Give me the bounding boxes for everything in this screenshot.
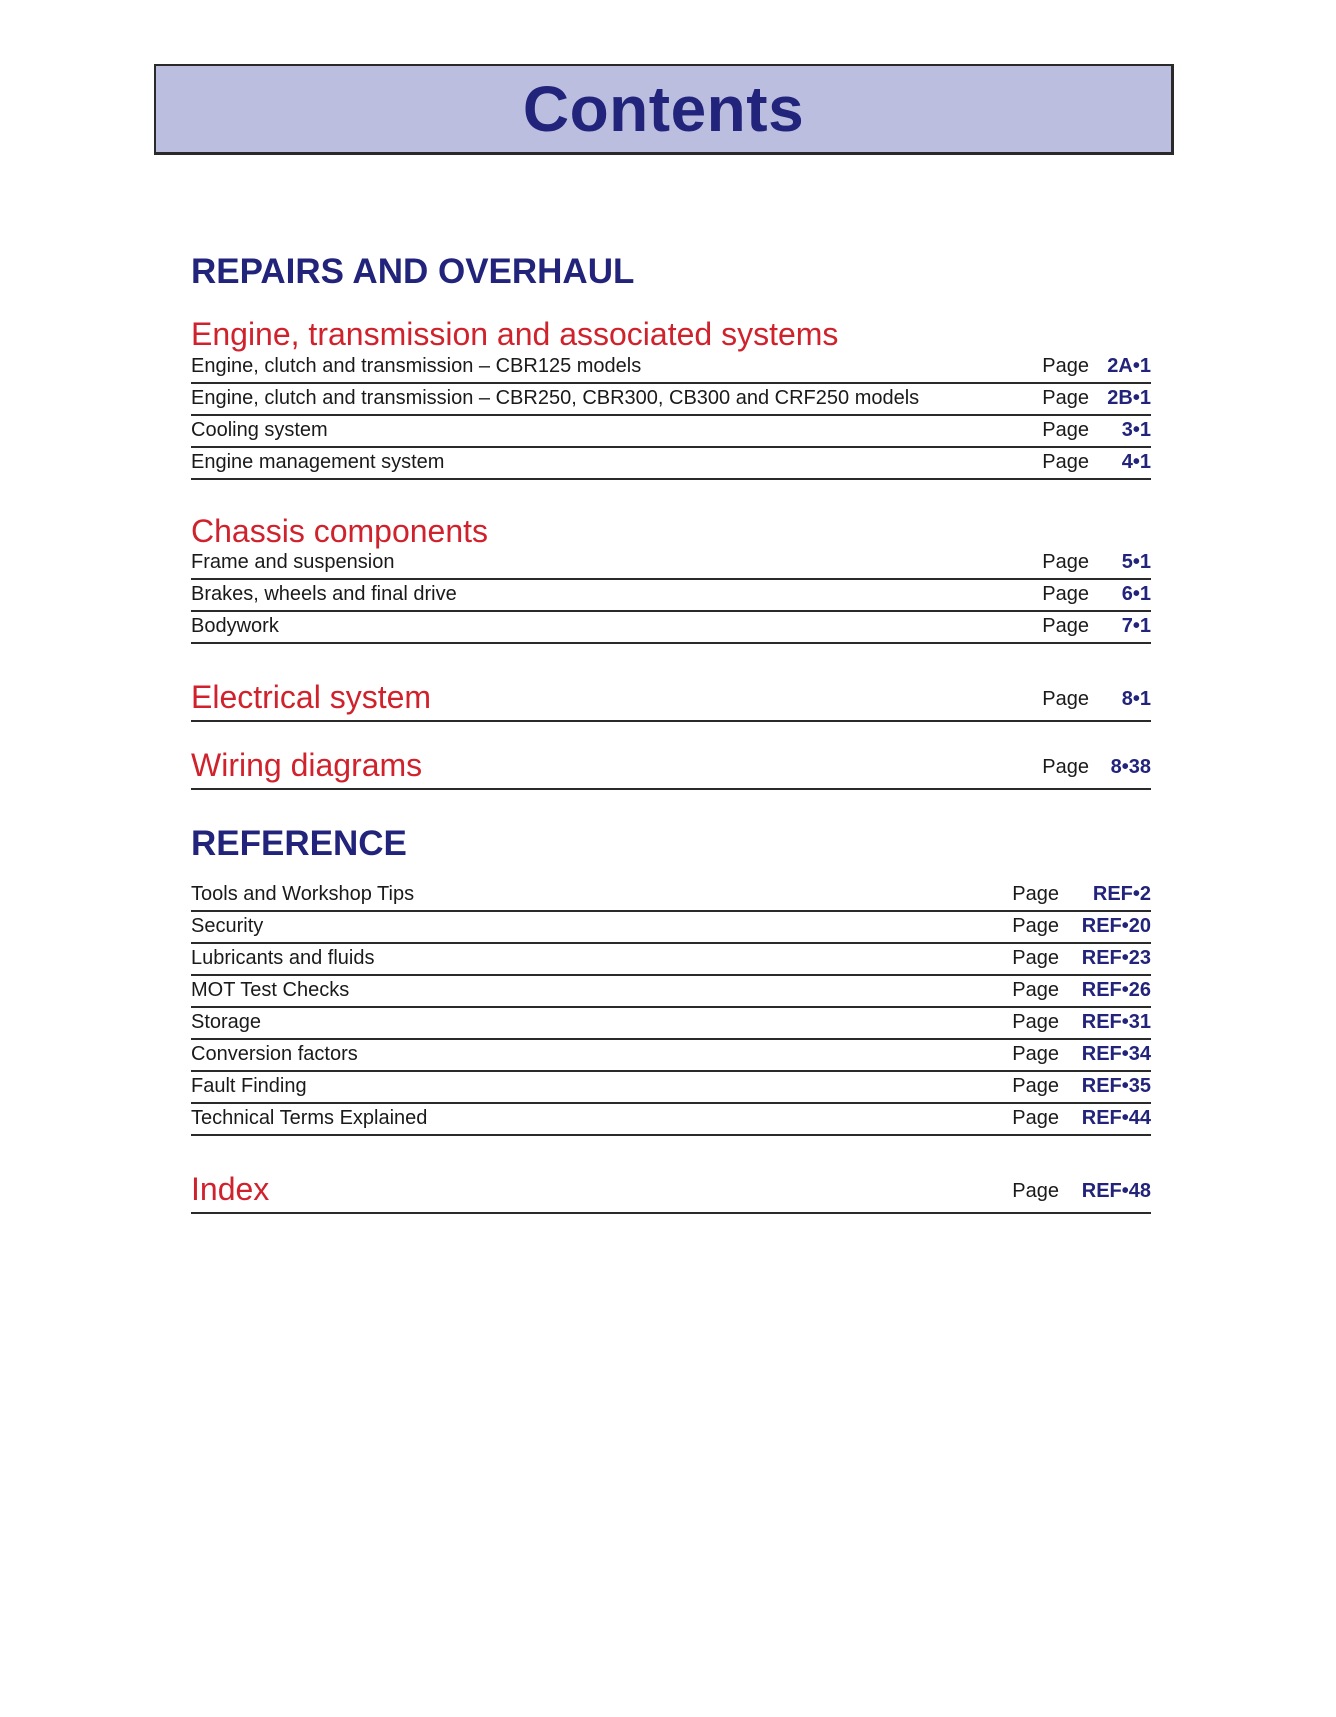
toc-row[interactable] [191,612,1151,644]
page-word: Page [1012,915,1059,937]
reference-heading: REFERENCE [191,824,407,863]
page-title: Contents [522,73,805,145]
toc-row[interactable] [191,416,1151,448]
toc-entry-label: Lubricants and fluids [191,947,375,969]
page-word: Page [1042,756,1089,778]
toc-row-electrical[interactable] [191,676,1151,722]
page-word: Page [1042,583,1089,605]
page-word: Page [1042,355,1089,377]
page-word: Page [1042,387,1089,409]
page-word: Page [1012,947,1059,969]
page-word: Page [1012,1043,1059,1065]
page-number[interactable]: 3•1 [1121,419,1151,441]
toc-entry-label: Engine, clutch and transmission – CBR250, CBR300, CB300 and CRF250 models [191,387,920,409]
page-number[interactable]: REF•31 [1081,1011,1151,1033]
toc-row[interactable] [191,580,1151,612]
page-word: Page [1042,451,1089,473]
toc-entry-label: Fault Finding [191,1075,307,1097]
toc-entry-label: Brakes, wheels and final drive [191,583,457,605]
wiring-group-heading: Wiring diagrams [191,747,423,783]
toc-row-wiring[interactable] [191,744,1151,790]
engine-group-heading: Engine, transmission and associated systems [191,316,839,352]
page-number[interactable]: REF•48 [1081,1180,1151,1202]
toc-row[interactable] [191,548,1151,580]
title-banner [154,64,1174,155]
toc-entry-label: Tools and Workshop Tips [191,883,415,905]
page-word: Page [1012,1011,1059,1033]
page-number[interactable]: REF•2 [1092,883,1151,905]
page-number[interactable]: REF•34 [1081,1043,1151,1065]
toc-entry-label: MOT Test Checks [191,979,350,1001]
page-word: Page [1012,1107,1059,1129]
toc-row[interactable] [191,384,1151,416]
page-number[interactable]: 5•1 [1121,551,1151,573]
page-number[interactable]: REF•44 [1081,1107,1151,1129]
toc-row[interactable] [191,1104,1151,1136]
toc-row[interactable] [191,1072,1151,1104]
page-number[interactable]: REF•23 [1081,947,1151,969]
toc-entry-label: Security [191,915,264,937]
toc-row[interactable] [191,1008,1151,1040]
page-number[interactable]: 2B•1 [1107,387,1151,409]
chassis-list [191,548,1151,644]
page-word: Page [1042,419,1089,441]
toc-row-index[interactable] [191,1168,1151,1214]
page-number[interactable]: 7•1 [1121,615,1151,637]
page-number[interactable]: 8•38 [1110,756,1151,778]
page-word: Page [1012,1180,1059,1202]
index-heading: Index [191,1171,270,1207]
chassis-group-heading: Chassis components [191,513,489,549]
reference-list [191,880,1151,1136]
page-word: Page [1012,1075,1059,1097]
engine-list [191,352,1151,480]
toc-row[interactable] [191,1040,1151,1072]
repairs-heading: REPAIRS AND OVERHAUL [191,252,635,291]
electrical-group-heading: Electrical system [191,679,432,715]
page-word: Page [1012,979,1059,1001]
page-word: Page [1042,551,1089,573]
page-number[interactable]: REF•26 [1081,979,1151,1001]
toc-entry-label: Storage [191,1011,262,1033]
toc-entry-label: Bodywork [191,615,279,637]
toc-row[interactable] [191,352,1151,384]
page-number[interactable]: REF•35 [1081,1075,1151,1097]
toc-row[interactable] [191,448,1151,480]
toc-row[interactable] [191,912,1151,944]
toc-entry-label: Frame and suspension [191,551,395,573]
page-word: Page [1012,883,1059,905]
toc-entry-label: Engine management system [191,451,445,473]
toc-row[interactable] [191,880,1151,912]
toc-entry-label: Technical Terms Explained [191,1107,428,1129]
page-word: Page [1042,688,1089,710]
toc-entry-label: Cooling system [191,419,328,441]
toc-entry-label: Engine, clutch and transmission – CBR125 models [191,355,642,377]
page-number[interactable]: 8•1 [1121,688,1151,710]
toc-row[interactable] [191,944,1151,976]
page-word: Page [1042,615,1089,637]
toc-entry-label: Conversion factors [191,1043,358,1065]
page-number[interactable]: REF•20 [1081,915,1151,937]
page-number[interactable]: 4•1 [1121,451,1151,473]
page-number[interactable]: 2A•1 [1107,355,1151,377]
page-number[interactable]: 6•1 [1121,583,1151,605]
toc-row[interactable] [191,976,1151,1008]
